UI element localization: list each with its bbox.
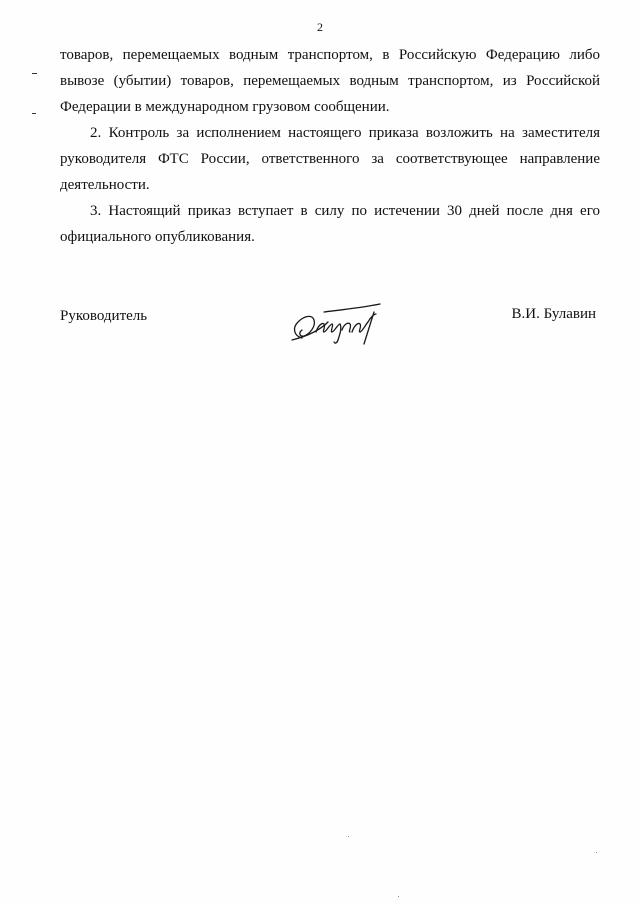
scan-speck <box>398 896 399 897</box>
signatory-title: Руководитель <box>60 308 148 324</box>
signature-block <box>60 300 600 350</box>
text-line: официального опубликования. <box>60 229 255 245</box>
scan-mark <box>32 113 36 114</box>
scan-speck <box>348 836 349 837</box>
scan-speck <box>596 852 597 853</box>
paragraph-continuation <box>60 42 600 120</box>
text-line: руководителя ФТС России, ответственного за соответствующее направление <box>60 151 600 167</box>
signatory-name: В.И. Булавин <box>511 306 596 322</box>
text-line: 2. Контроль за исполнением настоящего приказа возложить на заместителя <box>90 125 600 141</box>
text-line: деятельности. <box>60 177 150 193</box>
paragraph-item-3 <box>60 198 600 250</box>
scan-mark <box>32 73 37 74</box>
text-line: вывозе (убытии) товаров, перемещаемых водным транспортом, из Российской <box>60 73 600 89</box>
paragraph-item-2 <box>60 120 600 198</box>
text-line: Федерации в международном грузовом сообщении. <box>60 99 390 115</box>
text-line: 3. Настоящий приказ вступает в силу по истечении 30 дней после дня его <box>90 203 600 219</box>
page-number: 2 <box>317 20 323 34</box>
handwritten-signature <box>288 300 388 346</box>
text-line: товаров, перемещаемых водным транспортом, в Российскую Федерацию либо <box>60 47 600 63</box>
